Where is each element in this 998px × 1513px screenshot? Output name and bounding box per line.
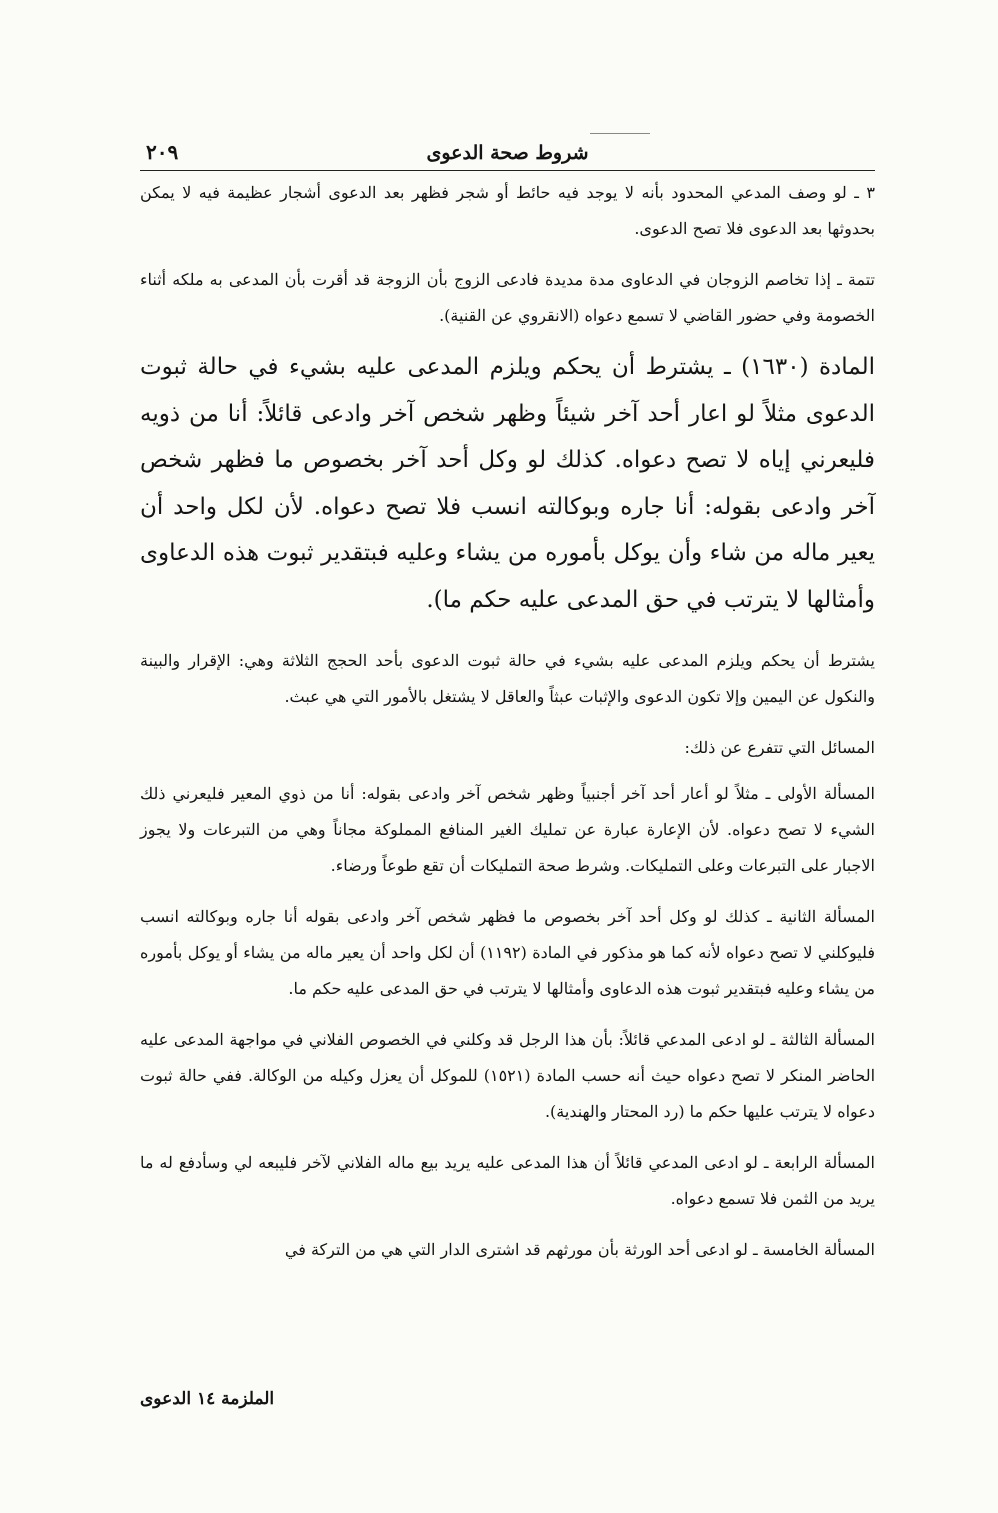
article-1630-text: المادة (١٦٣٠) ـ يشترط أن يحكم ويلزم المدعى عليه بشيء في حالة ثبوت الدعوى مثلاً لو اعار أحد آخر شيئاً وظهر شخص آخر وادعى قائلاً: أنا من ذويه فليعرني إياه لا تصح دعواه. كذلك لو وكل أحد آخر بخصوص ما فظهر شخص آخر وادعى بقوله: أنا جاره وبوكالته انسب فلا تصح دعواه. لأن لكل واحد أن يعير ماله من شاء وأن يوكل بأموره من يشاء وعليه فبتقدير ثبوت هذه الدعاوى وأمثالها لا يترتب في حق المدعى عليه حكم ما). xyxy=(140,354,876,613)
paragraph-item-3: ٣ ـ لو وصف المدعي المحدود بأنه لا يوجد فيه حائط أو شجر فظهر بعد الدعوى أشجار عظيمة فيه لا يمكن بحدوثها بعد الدعوى فلا تصح الدعوى. xyxy=(140,183,876,238)
top-scratch-line xyxy=(590,133,650,134)
issue-fourth: المسألة الرابعة ـ لو ادعى المدعي قائلاً أن هذا المدعى عليه يريد بيع ماله الفلاني لآخر فليبعه لي وسأدفع له ما يريد من الثمن فلا تسمع دعواه. xyxy=(140,1153,875,1208)
issue-second: المسألة الثانية ـ كذلك لو وكل أحد آخر بخصوص ما فظهر شخص آخر وادعى بقوله أنا جاره وبوكالته انسب فليوكلني لا تصح دعواه لأنه كما هو مذكور في المادة (١١٩٢) أن لكل واحد أن يعير ماله من يشاء أو يوكل بأموره من يشاء وعليه فبتقدير ثبوت هذه الدعاوى وأمثالها لا يترتب في حق المدعى عليه حكم ما. xyxy=(140,907,875,998)
paragraph-supplement: تتمة ـ إذا تخاصم الزوجان في الدعاوى مدة مديدة فادعى الزوج بأن الزوجة قد أقرت بأن المدعى به ملكه أثناء الخصومة وفي حضور القاضي لا تسمع دعواه (الانقروي عن القنية). xyxy=(140,270,875,325)
page-number: ٢٠٩ xyxy=(146,140,179,164)
issue-fifth: المسألة الخامسة ـ لو ادعى أحد الورثة بأن مورثهم قد اشترى الدار التي هي من التركة في xyxy=(284,1240,875,1259)
issue-third: المسألة الثالثة ـ لو ادعى المدعي قائلاً: بأن هذا الرجل قد وكلني في الخصوص الفلاني في مواجهة المدعى عليه الحاضر المنكر لا تصح دعواه حيث أنه حسب المادة (١٥٢١) للموكل أن يعزل وكيله من الوكالة. ففي حالة ثبوت دعواه لا يترتب عليها حكم ما (رد المحتار والهندية). xyxy=(140,1030,876,1121)
commentary-paragraph: يشترط أن يحكم ويلزم المدعى عليه بشيء في حالة ثبوت الدعوى بأحد الحجج الثلاثة وهي: الإقرار والبينة والنكول عن اليمين وإلا تكون الدعوى والإثبات عبثاً والعاقل لا يشتغل بالأمور التي هي عبث. xyxy=(140,651,875,706)
signature-footer: الملزمة ١٤ الدعوى xyxy=(140,1389,275,1409)
running-header xyxy=(140,140,875,171)
page-content xyxy=(140,140,875,1268)
issue-first: المسألة الأولى ـ مثلاً لو أعار أحد آخر أجنبياً وظهر شخص آخر وادعى بقوله: أنا من ذوي المعير فليعرني ذلك الشيء لا تصح دعواه. لأن الإعارة عبارة عن تمليك الغير المنافع المملوكة مجاناً وهي من التبرعات ولا يجوز الاجبار على التبرعات وعلى التمليكات. وشرط صحة التمليكات أن تقع طوعاً ورضاء. xyxy=(140,784,875,875)
derived-issues-heading: المسائل التي تتفرع عن ذلك: xyxy=(684,738,875,757)
page-title: شروط صحة الدعوى xyxy=(426,142,589,164)
